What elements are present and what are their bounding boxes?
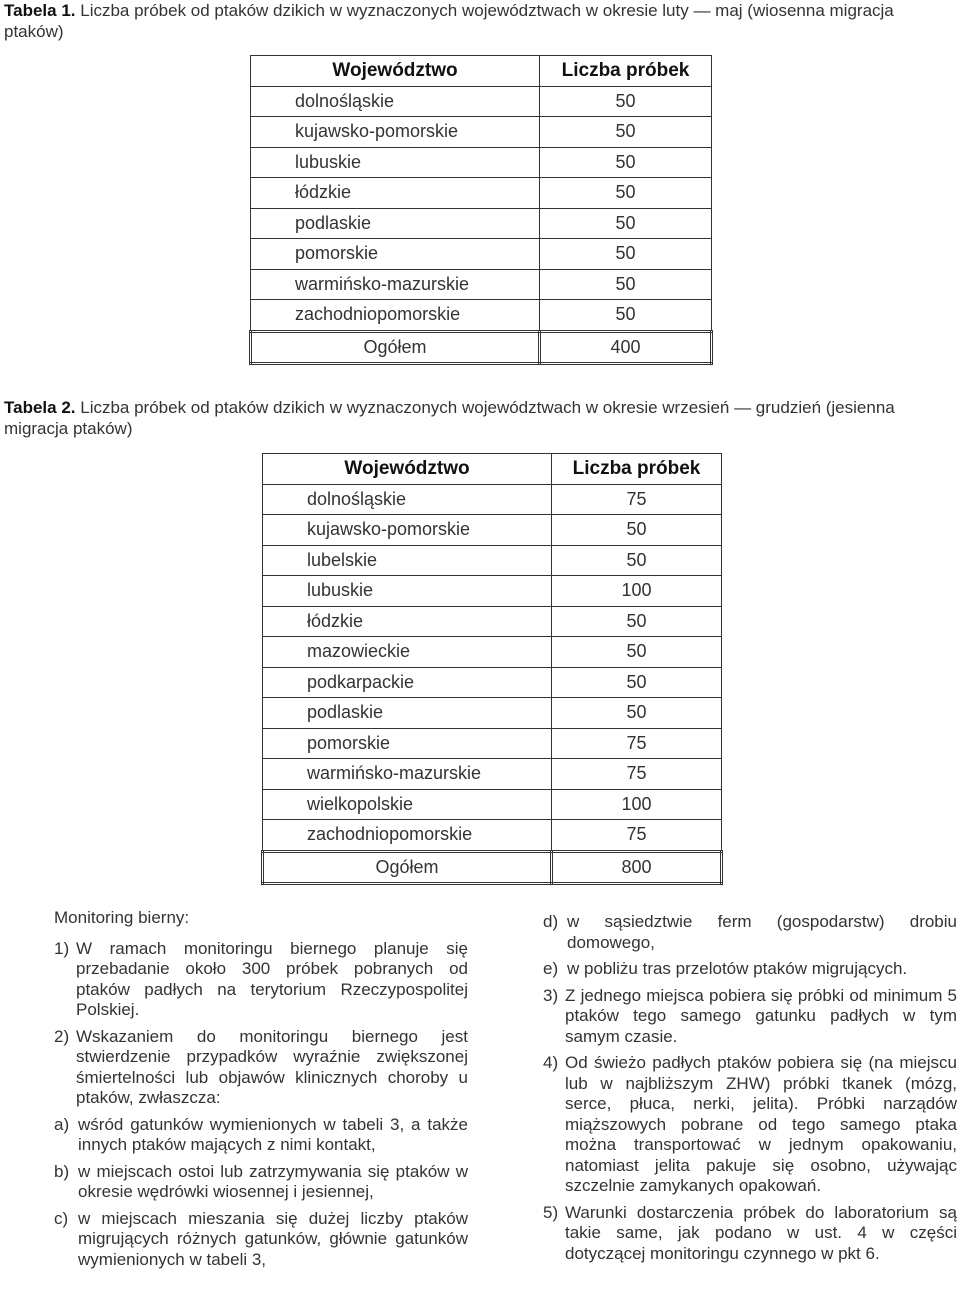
point-1-text: W ramach monitoringu biernego planuje się przebadanie około 300 próbek pobranych od ptaków padłych na terytorium Rzeczypospolitej Polskiej. (76, 938, 468, 1019)
table-row (263, 789, 722, 820)
total-label: Ogółem (263, 851, 552, 884)
region-cell: dolnośląskie (263, 484, 552, 515)
point-2-text: Wskazaniem do monitoringu biernego jest stwierdzenie przypadków wyraźnie zwiększonej śmiertelności lub objawów klinicznych choroby u ptaków, zwłaszcza: (76, 1026, 468, 1107)
table-row (251, 239, 712, 270)
sample-count-cell: 50 (552, 667, 722, 698)
region-cell: podlaskie (251, 208, 540, 239)
sample-count-cell: 50 (540, 178, 712, 209)
table-row (263, 576, 722, 607)
table1 (249, 55, 713, 365)
region-cell: lubelskie (263, 545, 552, 576)
sample-count-cell: 50 (552, 606, 722, 637)
table1-caption (4, 0, 956, 42)
region-cell: łódzkie (251, 178, 540, 209)
sample-count-cell: 100 (552, 789, 722, 820)
table-row (263, 698, 722, 729)
sample-count-cell: 50 (540, 239, 712, 270)
region-cell: zachodniopomorskie (263, 820, 552, 852)
table2-caption (4, 397, 956, 439)
point-4-text: Od świeżo padłych ptaków pobiera się (na miejscu lub w najbliższym ZHW) próbki tkanek (mózg, serce, płuca, nerki, jelita). Próbki narządów miąższowych pobrane od tego samego ptaka można transportować w jednym opakowaniu, natomiast jelita pakuje się osobno, używając szczelnie zamykanych opakowań. (565, 1053, 957, 1195)
table2-header-region: Województwo (263, 454, 552, 485)
table1-header-row (251, 56, 712, 87)
region-cell: dolnośląskie (251, 86, 540, 117)
table-row (251, 208, 712, 239)
sample-count-cell: 50 (540, 117, 712, 148)
region-cell: mazowieckie (263, 637, 552, 668)
table1-header-region: Województwo (251, 56, 540, 87)
region-cell: zachodniopomorskie (251, 300, 540, 332)
point-5 (543, 1203, 957, 1265)
table-row (263, 515, 722, 546)
region-cell: łódzkie (263, 606, 552, 637)
point-2b-letter: b) (54, 1161, 70, 1181)
region-cell: warmińsko-mazurskie (251, 269, 540, 300)
point-2c (54, 1209, 468, 1271)
point-4 (543, 1053, 957, 1197)
table-row (251, 269, 712, 300)
point-3-text: Z jednego miejsca pobiera się próbki od minimum 5 ptaków tego samego gatunku padłych w tym samym czasie. (565, 985, 957, 1046)
table1-header-count: Liczba próbek (540, 56, 712, 87)
left-text-column (54, 908, 468, 1276)
sample-count-cell: 50 (540, 208, 712, 239)
sample-count-cell: 50 (552, 637, 722, 668)
table1-label: Tabela 1. (4, 1, 76, 20)
region-cell: pomorskie (251, 239, 540, 270)
section-heading: Monitoring bierny: (54, 908, 190, 927)
point-4-number: 4) (543, 1053, 559, 1072)
point-2e-text: w pobliżu tras przelotów ptaków migrujących. (567, 959, 908, 978)
table2-body (263, 484, 722, 884)
table-row (251, 86, 712, 117)
sample-count-cell: 50 (552, 698, 722, 729)
total-value: 400 (540, 331, 712, 364)
sample-count-cell: 50 (540, 300, 712, 332)
sample-count-cell: 100 (552, 576, 722, 607)
table2 (261, 453, 723, 885)
point-2d-letter: d) (543, 912, 559, 931)
table-row (251, 178, 712, 209)
point-2a-text: wśród gatunków wymienionych w tabeli 3, a także innych ptaków mających z nimi kontakt, (78, 1114, 468, 1154)
region-cell: kujawsko-pomorskie (263, 515, 552, 546)
region-cell: lubuskie (251, 147, 540, 178)
region-cell: lubuskie (263, 576, 552, 607)
right-text-column (543, 912, 957, 1270)
table-row (251, 300, 712, 332)
table2-header-count: Liczba próbek (552, 454, 722, 485)
table-row (251, 147, 712, 178)
table-row (263, 545, 722, 576)
point-3-number: 3) (543, 985, 559, 1005)
point-2b (54, 1162, 468, 1203)
sample-count-cell: 50 (540, 86, 712, 117)
total-label: Ogółem (251, 331, 540, 364)
table2-label: Tabela 2. (4, 398, 76, 417)
point-2 (54, 1027, 468, 1109)
total-row (251, 331, 712, 364)
point-2-number: 2) (54, 1026, 70, 1046)
point-2c-letter: c) (54, 1208, 69, 1228)
point-2e (543, 959, 957, 980)
point-1-number: 1) (54, 938, 70, 958)
table2-caption-text: Liczba próbek od ptaków dzikich w wyznaczonych województwach w okresie wrzesień — grudzień (jesienna migracja ptaków) (4, 398, 895, 438)
point-2c-text: w miejscach mieszania się dużej liczby ptaków migrujących różnych gatunków, głównie gatunków wymienionych w tabeli 3, (78, 1208, 468, 1269)
point-2a (54, 1115, 468, 1156)
total-row (263, 851, 722, 884)
point-2d (543, 912, 957, 953)
table-row (251, 117, 712, 148)
point-2d-text: w sąsiedztwie ferm (gospodarstw) drobiu domowego, (567, 912, 957, 952)
point-1 (54, 939, 468, 1021)
table-row (263, 484, 722, 515)
point-3 (543, 986, 957, 1048)
region-cell: kujawsko-pomorskie (251, 117, 540, 148)
point-2a-letter: a) (54, 1114, 70, 1134)
table-row (263, 820, 722, 852)
table-row (263, 667, 722, 698)
sample-count-cell: 50 (552, 515, 722, 546)
point-5-text: Warunki dostarczenia próbek do laboratorium są takie same, jak podano w ust. 4 w części dotyczącej monitoringu czynnego w pkt 6. (565, 1202, 957, 1263)
point-2e-letter: e) (543, 959, 559, 978)
region-cell: podkarpackie (263, 667, 552, 698)
sample-count-cell: 75 (552, 820, 722, 852)
table2-header-row (263, 454, 722, 485)
total-value: 800 (552, 851, 722, 884)
table1-body (251, 86, 712, 364)
sample-count-cell: 50 (540, 147, 712, 178)
point-2b-text: w miejscach ostoi lub zatrzymywania się ptaków w okresie wędrówki wiosennej i jesiennej, (78, 1161, 468, 1201)
region-cell: warmińsko-mazurskie (263, 759, 552, 790)
sample-count-cell: 75 (552, 728, 722, 759)
table1-caption-text: Liczba próbek od ptaków dzikich w wyznaczonych województwach w okresie luty — maj (wiosenna migracja ptaków) (4, 1, 894, 41)
sample-count-cell: 75 (552, 484, 722, 515)
region-cell: pomorskie (263, 728, 552, 759)
table-row (263, 728, 722, 759)
sample-count-cell: 75 (552, 759, 722, 790)
point-5-number: 5) (543, 1202, 559, 1222)
table-row (263, 606, 722, 637)
table-row (263, 637, 722, 668)
table-row (263, 759, 722, 790)
region-cell: wielkopolskie (263, 789, 552, 820)
sample-count-cell: 50 (540, 269, 712, 300)
region-cell: podlaskie (263, 698, 552, 729)
sample-count-cell: 50 (552, 545, 722, 576)
